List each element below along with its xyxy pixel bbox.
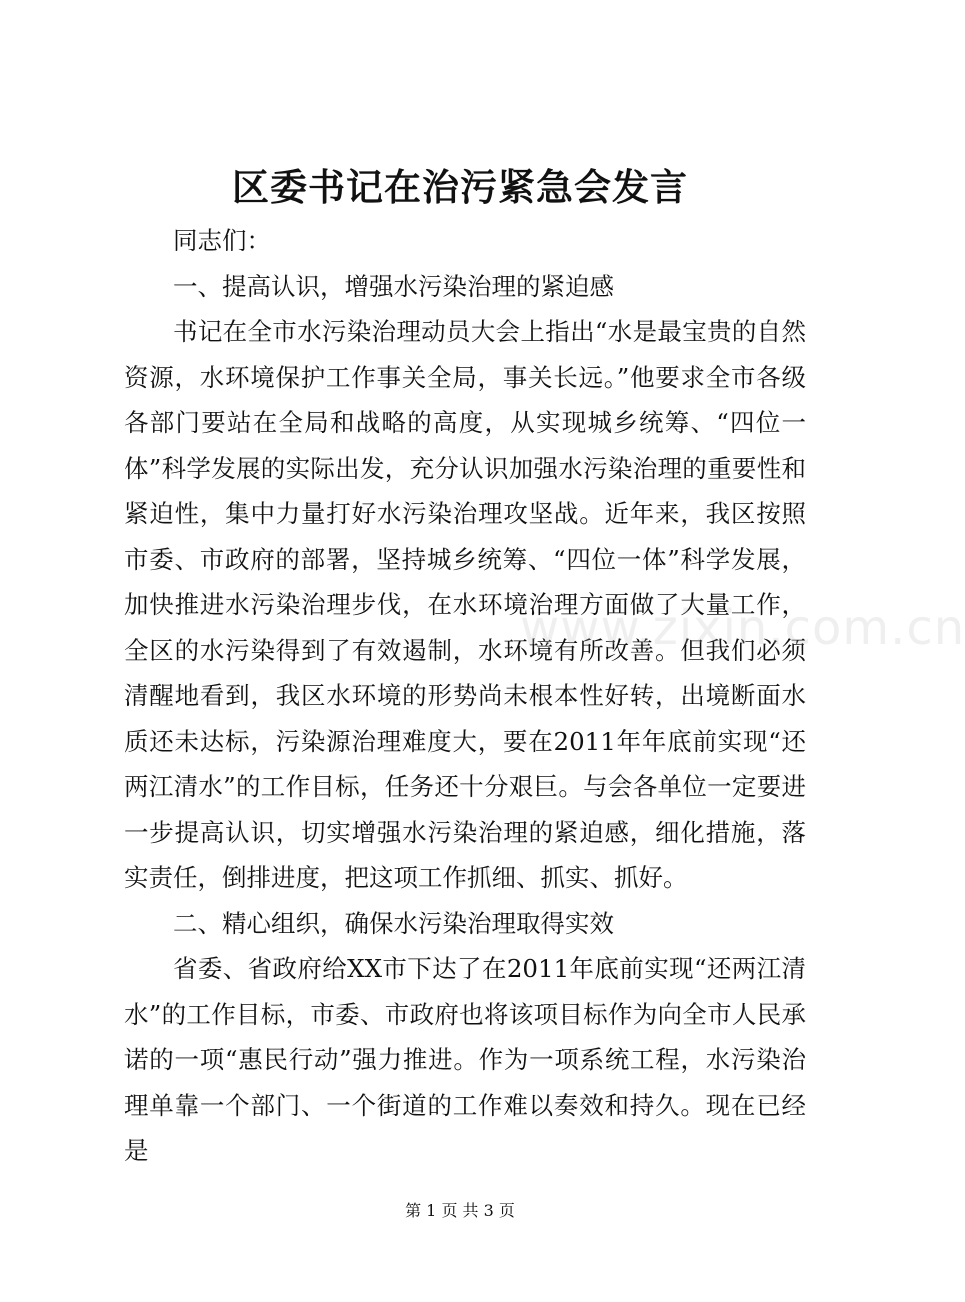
salutation: 同志们： — [173, 226, 271, 255]
section-heading-1: 一、提高认识，增强水污染治理的紧迫感 — [173, 271, 614, 301]
watermark: www.zixin.com.cn — [520, 600, 965, 656]
body-paragraph-2: 省委、省政府给XX市下达了在2011年底前实现“还两江清水”的工作目标，市委、市政府也将该项目标作为向全市人民承诺的一项“惠民行动”强力推进。作为一项系统工程，水污染治理单靠一个部门、一个街道的工作难以奏效和持久。现在已经是 — [124, 954, 806, 1165]
body-paragraph-1: 书记在全市水污染治理动员大会上指出“水是最宝贵的自然资源，水环境保护工作事关全局，事关长远。”他要求全市各级各部门要站在全局和战略的高度，从实现城乡统筹、“四位一体”科学发展的实际出发，充分认识加强水污染治理的重要性和紧迫性，集中力量打好水污染治理攻坚战。近年来，我区按照市委、市政府的部署，坚持城乡统筹、“四位一体”科学发展，加快推进水污染治理步伐，在水环境治理方面做了大量工作，全区的水污染得到了有效遏制，水环境有所改善。但我们必须清醒地看到，我区水环境的形势尚未根本性好转，出境断面水质还未达标，污染源治理难度大，要在2011年年底前实现“还两江清水”的工作目标，任务还十分艰巨。与会各单位一定要进一步提高认识，切实增强水污染治理的紧迫感，细化措施，落实责任，倒排进度，把这项工作抓细、抓实、抓好。 — [124, 317, 806, 892]
section-heading-2: 二、精心组织，确保水污染治理取得实效 — [173, 908, 614, 938]
document-body — [124, 218, 806, 1174]
page-footer: 第 1 页 共 3 页 — [405, 1201, 515, 1220]
document-title: 区委书记在治污紧急会发言 — [232, 165, 688, 209]
